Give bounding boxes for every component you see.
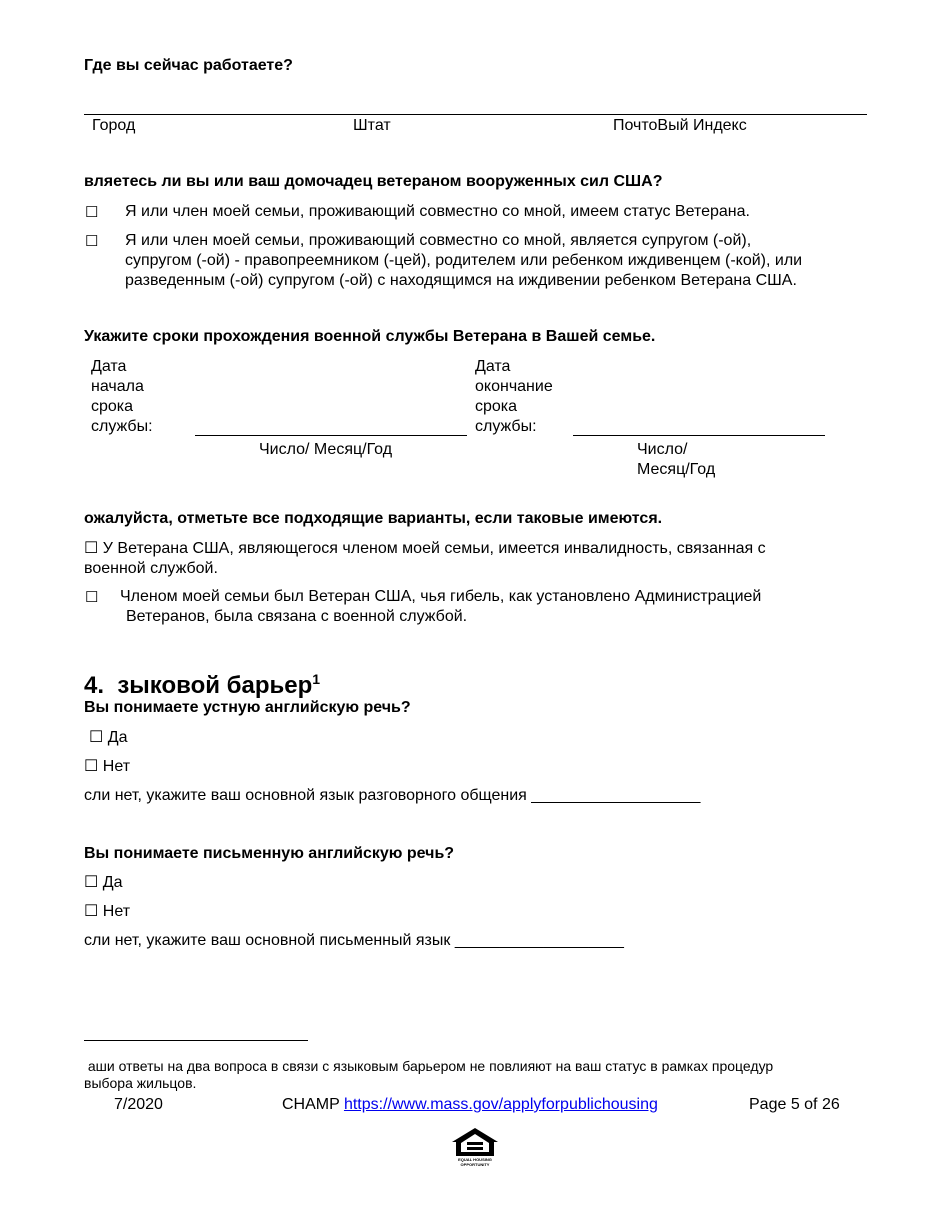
end-date-label [475, 357, 553, 437]
state-label: Штат [353, 117, 391, 134]
end-date-field[interactable] [573, 435, 825, 436]
section-4-title: зыковой барьер [117, 672, 313, 699]
written-english-question: Вы понимаете письменную английскую речь? [84, 845, 455, 862]
footer-date: 7/2020 [114, 1096, 163, 1113]
end-date-format-line: Число/ [637, 441, 688, 458]
section-4-heading [84, 672, 320, 700]
start-date-label-line: службы: [91, 418, 153, 435]
equal-housing-caption: EQUAL HOUSING OPPORTUNITY [458, 1157, 492, 1167]
veteran-option2-text [125, 231, 802, 291]
written-yes-option[interactable]: ☐ Да [84, 874, 123, 891]
footer-url-link[interactable]: https://www.mass.gov/applyforpublichousing [343, 1096, 658, 1113]
start-date-label-line: начала [91, 378, 144, 395]
start-date-field[interactable] [195, 435, 467, 436]
spoken-no-option[interactable]: ☐ Нет [84, 758, 131, 775]
footnote-ref: 1 [312, 671, 321, 687]
check-all-option2-line: Ветеранов, была связана с военной службой. [126, 608, 468, 625]
check-all-question: ожалуйста, отметьте все подходящие варианты, если таковые имеются. [84, 510, 663, 527]
footnote-text [84, 1058, 884, 1092]
end-date-format [637, 440, 715, 480]
employment-line[interactable] [84, 114, 867, 115]
footer-page-number: Page 5 of 26 [749, 1096, 840, 1113]
end-date-label-line: срока [475, 398, 518, 415]
city-label: Город [92, 117, 136, 134]
veteran-option2-checkbox[interactable]: ☐ [85, 233, 99, 250]
employment-question: Где вы сейчас работаете? [84, 57, 293, 74]
check-all-option1-line: военной службой. [84, 560, 218, 577]
start-date-label-line: Дата [91, 358, 127, 375]
written-language-field[interactable]: сли нет, укажите ваш основной письменный язык ___________________ [84, 932, 624, 949]
check-all-option2-checkbox[interactable]: ☐ [85, 589, 99, 606]
check-all-option1[interactable] [84, 539, 766, 579]
check-all-option1-line: ☐ У Ветерана США, являющегося членом моей семьи, имеется инвалидность, связанная с [84, 540, 766, 557]
veteran-question: вляетесь ли вы или ваш домочадец ветераном вооруженных сил США? [84, 173, 663, 190]
section-4-number: 4. [84, 672, 105, 699]
zip-label: ПочтоВый Индекс [613, 117, 747, 134]
end-date-label-line: окончание [475, 378, 553, 395]
spoken-yes-option[interactable]: ☐ Да [89, 729, 128, 746]
end-date-format-line: Месяц/Год [637, 461, 716, 478]
start-date-label [91, 357, 153, 437]
end-date-label-line: Дата [475, 358, 511, 375]
veteran-option1-checkbox[interactable]: ☐ [85, 204, 99, 221]
written-no-option[interactable]: ☐ Нет [84, 903, 131, 920]
end-date-label-line: службы: [475, 418, 537, 435]
footer-champ: CHAMP [282, 1096, 340, 1113]
check-all-option2-line: Членом моей семьи был Ветеран США, чья гибель, как установлено Администрацией [120, 588, 762, 605]
start-date-label-line: срока [91, 398, 134, 415]
footer-center [282, 1095, 658, 1115]
spoken-english-question: Вы понимаете устную английскую речь? [84, 699, 411, 716]
equal-housing-logo [450, 1126, 500, 1166]
footnote-line: аши ответы на два вопроса в связи с языковым барьером не повлияют на ваш статус в рамках процедур [84, 1058, 774, 1074]
veteran-option1-text: Я или член моей семьи, проживающий совместно со мной, имеем статус Ветерана. [125, 203, 750, 220]
spoken-language-field[interactable]: сли нет, укажите ваш основной язык разговорного общения ___________________ [84, 787, 701, 804]
start-date-format: Число/ Месяц/Год [259, 441, 393, 458]
footnote-line: выбора жильцов. [84, 1075, 197, 1091]
service-question: Укажите сроки прохождения военной службы Ветерана в Вашей семье. [84, 328, 656, 345]
footnote-separator [84, 1040, 308, 1041]
check-all-option2-text [120, 587, 761, 627]
veteran-option2-line: супругом (-ой) - правопреемником (-цей), родителем или ребенком иждивенцем (-кой), или [125, 252, 803, 269]
veteran-option2-line: Я или член моей семьи, проживающий совместно со мной, является супругом (-ой), [125, 232, 752, 249]
veteran-option2-line: разведенным (-ой) супругом (-ой) с находящимся на иждивении ребенком Ветерана США. [125, 272, 797, 289]
